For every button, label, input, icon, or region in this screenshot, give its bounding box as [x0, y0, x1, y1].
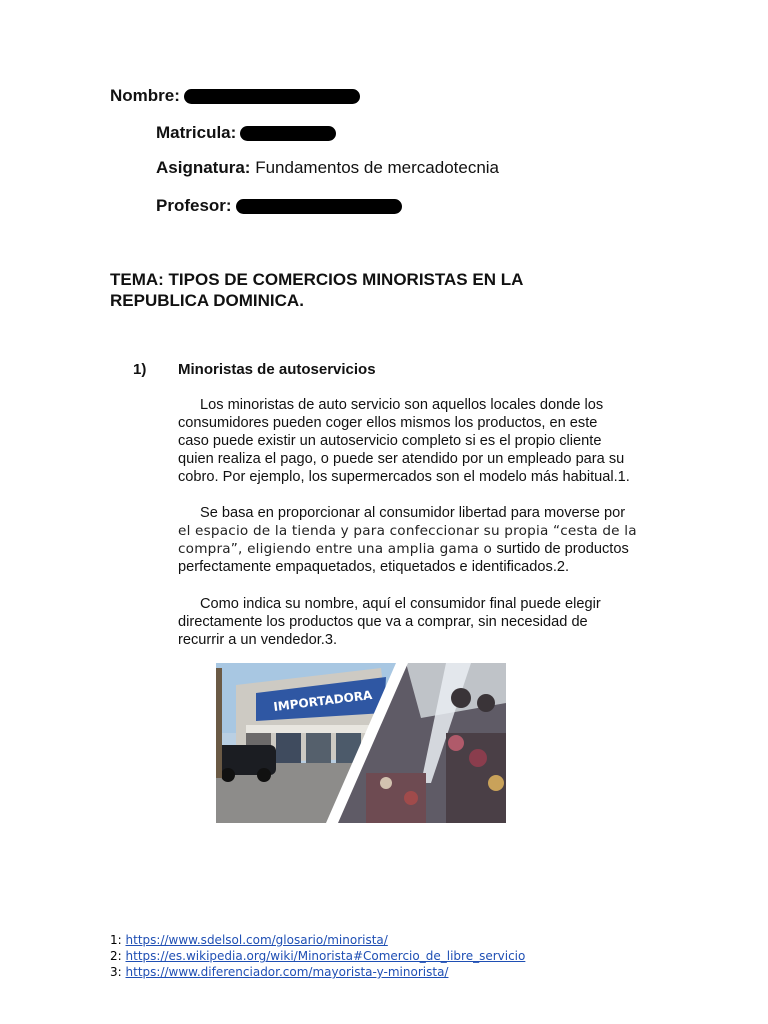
p1-line: caso puede existir un autoservicio completo si es el propio cliente: [178, 433, 602, 449]
asignatura-line: [156, 158, 499, 178]
p1-line: quien realiza el pago, o puede ser atendido por un empleado para su: [178, 451, 625, 467]
p3-line: Como indica su nombre, aquí el consumidor final puede elegir: [200, 596, 601, 612]
matricula-line: [156, 123, 336, 143]
footnote-link[interactable]: https://www.diferenciador.com/mayorista-y-minorista/: [125, 965, 449, 979]
p1-line: Los minoristas de auto servicio son aquellos locales donde los: [200, 397, 604, 413]
section-title: Minoristas de autoservicios: [178, 361, 376, 378]
footnote-link[interactable]: https://www.sdelsol.com/glosario/minorista/: [125, 933, 388, 947]
footnote-number: 1:: [110, 933, 122, 947]
profesor-line: [156, 196, 402, 216]
redaction-bar: [236, 199, 402, 214]
p1-line: cobro. Por ejemplo, los supermercados son el modelo más habitual.1.: [178, 469, 630, 485]
paragraph-1: [178, 396, 678, 486]
nombre-label: Nombre:: [110, 86, 180, 105]
tema-line-2: REPUBLICA DOMINICA.: [110, 291, 304, 310]
p2-line-part: compra”, eligiendo entre una amplia gama o: [178, 541, 497, 557]
tema-title: [110, 269, 523, 311]
matricula-label: Matricula:: [156, 123, 237, 142]
footnote-link[interactable]: https://es.wikipedia.org/wiki/Minorista#Comercio_de_libre_servicio: [125, 949, 526, 963]
asignatura-value: Fundamentos de mercadotecnia: [255, 158, 500, 177]
store-photo-collage: [216, 663, 506, 823]
p2-line: Se basa en proporcionar al consumidor libertad para moverse por: [200, 505, 626, 521]
p3-line: recurrir a un vendedor.3.: [178, 632, 337, 648]
redaction-bar: [240, 126, 336, 141]
paragraph-2: [178, 504, 678, 576]
paragraph-3: [178, 595, 678, 649]
p2-line-part: surtido de productos: [496, 541, 629, 557]
footnote-3: [110, 964, 525, 980]
sign-text: IMPORTADORA: [272, 687, 373, 714]
store-photo: [216, 663, 506, 823]
section-number: 1): [133, 361, 147, 378]
footnote-1: [110, 932, 525, 948]
nombre-line: [110, 86, 360, 106]
p2-line: el espacio de la tienda y para confeccionar su propia “cesta de la: [178, 523, 637, 539]
footnote-2: [110, 948, 525, 964]
p2-line: perfectamente empaquetados, etiquetados e identificados.2.: [178, 559, 570, 575]
p3-line: directamente los productos que va a comprar, sin necesidad de: [178, 614, 588, 630]
asignatura-label: Asignatura:: [156, 158, 251, 177]
footnote-number: 3:: [110, 965, 122, 979]
profesor-label: Profesor:: [156, 196, 232, 215]
tema-line-1: TEMA: TIPOS DE COMERCIOS MINORISTAS EN LA: [110, 270, 524, 289]
footnotes: [110, 932, 525, 980]
footnote-number: 2:: [110, 949, 122, 963]
redaction-bar: [184, 89, 360, 104]
p1-line: consumidores pueden coger ellos mismos los productos, en este: [178, 415, 598, 431]
